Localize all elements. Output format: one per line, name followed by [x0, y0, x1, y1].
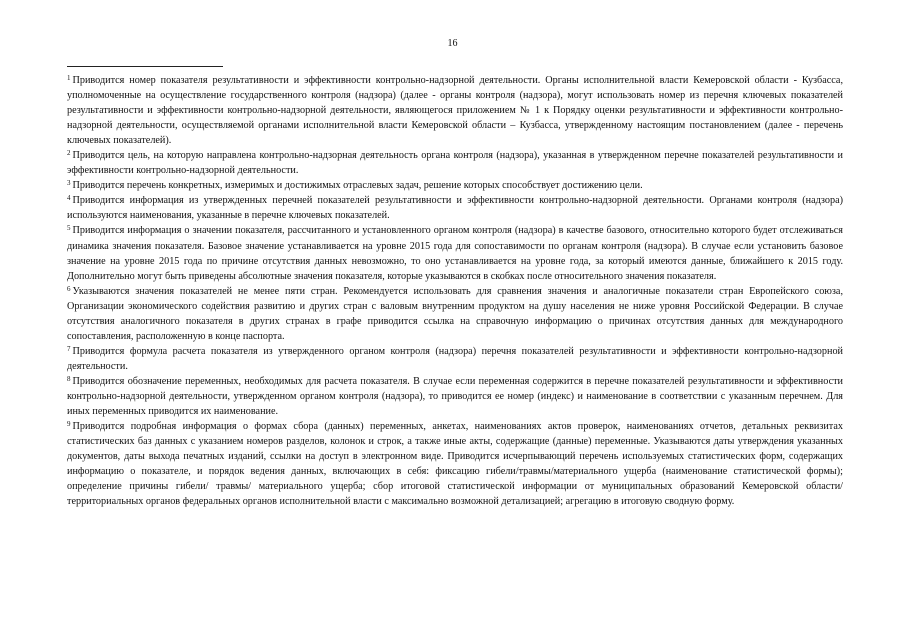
footnote-marker: 3	[67, 179, 71, 188]
footnote-marker: 6	[67, 284, 71, 293]
footnote-separator	[67, 66, 223, 67]
footnote-text: Приводится формула расчета показателя из утвержденного органом контроля (надзора) перечня показателей результативности и эффективности контрольно-надзорной деятельности.	[67, 345, 843, 372]
footnote-marker: 4	[67, 194, 71, 203]
footnote-text: Приводится номер показателя результативности и эффективности контрольно-надзорной деятельности. Органы исполнительной власти Кемеровской области - Кузбасса, уполномоченные на осуществление государственного контроля (надзора) (далее - органы контроля (надзора), могут использовать номер из перечня ключевых показателей результативности и эффективности контрольно-надзорной деятельности, являющегося приложением № 1 к Порядку оценки результативности и эффективности контрольно-надзорной деятельности, осуществляемой органами исполнительной власти Кемеровской области – Кузбасса, утвержденному настоящим постановлением (далее - перечень ключевых показателей).	[67, 75, 843, 147]
footnote-3	[67, 178, 843, 193]
footnote-7	[67, 344, 843, 374]
footnote-text: Приводится перечень конкретных, измеримых и достижимых отраслевых задач, решение которых способствует достижению цели.	[72, 180, 643, 192]
footnote-text: Указываются значения показателей не менее пяти стран. Рекомендуется использовать для сравнения значения и аналогичные показатели стран Европейского союза, Организации экономического содействия развитию и других стран с валовым внутренним продуктом на душу населения не ниже уровня Российской Федерации. В случае отсутствия аналогичного показателя в других странах в графе приводится ссылка на справочную информацию о причинах отсутствия данных для международного сопоставления, расположенную в конце паспорта.	[67, 285, 843, 342]
footnote-2	[67, 148, 843, 178]
footnotes-list	[67, 73, 843, 509]
footnote-marker: 9	[67, 420, 71, 429]
footnote-marker: 8	[67, 374, 71, 383]
footnote-text: Приводится цель, на которую направлена контрольно-надзорная деятельность органа контроля (надзора), указанная в утвержденном перечне показателей результативности и эффективности контрольно-надзорной деятельности.	[67, 150, 843, 177]
footnote-text: Приводится информация из утвержденных перечней показателей результативности и эффективности контрольно-надзорной деятельности. Органами контроля (надзора) используются наименования, указанные в перечне ключевых показателей.	[67, 195, 843, 222]
footnote-1	[67, 73, 843, 148]
footnote-marker: 2	[67, 149, 71, 158]
footnote-text: Приводится подробная информация о формах сбора (данных) переменных, анкетах, наименованиях актов проверок, наименованиях отчетов, детальных реквизитах статистических баз данных с указанием номеров разделов, колонок и строк, а также иные акты, содержащие (данные) переменные. Указываются даты утверждения указанных документов, даты выхода печатных изданий, ссылки на доступ в электронном виде. Приводится исчерпывающий перечень используемых статистических форм, содержащих информацию о показателе, и порядок ведения данных, включающих в себя: фиксацию гибели/травмы/материального ущерба (наименование статистической формы); определение причины гибели/ травмы/ материального ущерба; сбор итоговой статистической информации от муниципальных образований Кемеровской области/ территориальных органов федеральных органов исполнительной власти с максимально возможной детализацией; агрегацию в итоговую сводную форму.	[67, 421, 843, 508]
footnote-marker: 5	[67, 224, 71, 233]
page-number: 16	[447, 38, 458, 49]
footnote-5	[67, 223, 843, 283]
footnote-text: Приводится информация о значении показателя, рассчитанного и установленного органом контроля (надзора) в качестве базового, относительно которого будет отслеживаться динамика значения показателя. Базовое значение устанавливается на уровне 2015 года для сопоставимости по органам контроля (надзора). В случае если установить базовое значение на уровне 2015 года по причине отсутствия данных невозможно, то оно устанавливается на уровне года, за который имеются данные, ближайшего к 2015 году. Дополнительно могут быть приведены абсолютные значения показателя, которые указываются в скобках после относительного значения показателя.	[67, 225, 843, 282]
footnote-marker: 7	[67, 344, 71, 353]
footnote-marker: 1	[67, 74, 71, 82]
footnote-text: Приводится обозначение переменных, необходимых для расчета показателя. В случае если переменная содержится в перечне показателей результативности и эффективности контрольно-надзорной деятельности, утвержденном органом контроля (надзора), то приводится ее номер (индекс) и наименование в соответствии с указанным перечнем. Для иных переменных приводится их наименование.	[67, 375, 843, 418]
footnote-8	[67, 374, 843, 419]
footnote-9	[67, 419, 843, 509]
footnote-4	[67, 193, 843, 223]
footnote-6	[67, 284, 843, 344]
